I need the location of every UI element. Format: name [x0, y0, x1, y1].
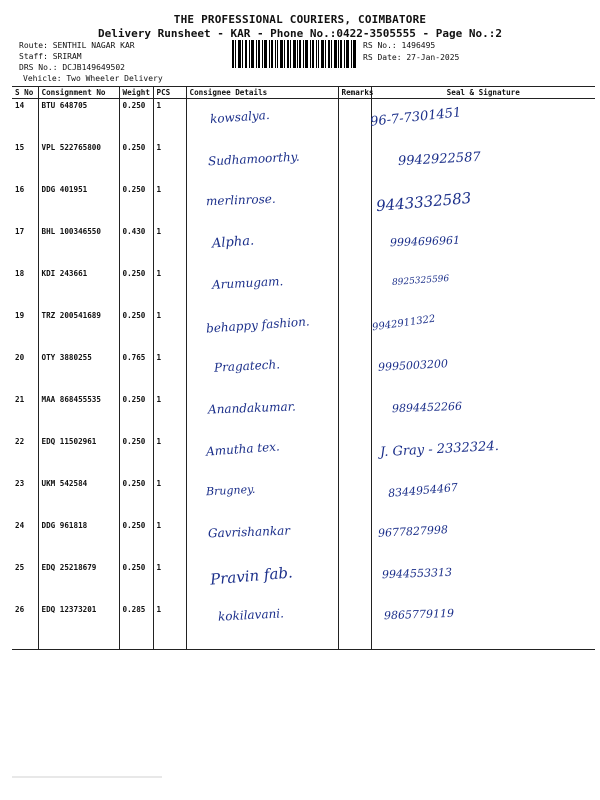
receiver-signature: 9995003200 — [377, 357, 449, 374]
column-header: S No — [12, 87, 38, 99]
column-header: Remarks — [338, 87, 371, 99]
table-row — [12, 141, 595, 183]
table-header-row — [12, 87, 595, 99]
table-row — [12, 519, 595, 561]
serial-number-cell: 24 — [12, 519, 38, 561]
receiver-signature: 9894452266 — [391, 399, 463, 415]
consignment-number-cell: DDG 961818 — [38, 519, 119, 561]
table-row — [12, 99, 595, 142]
remarks-cell — [338, 519, 371, 561]
pcs-cell: 1 — [153, 561, 186, 603]
weight-cell: 0.250 — [119, 267, 153, 309]
table-row — [12, 183, 595, 225]
pcs-cell: 1 — [153, 477, 186, 519]
consignment-number-cell: VPL 522765800 — [38, 141, 119, 183]
consignment-number-cell: EDQ 25218679 — [38, 561, 119, 603]
weight-cell: 0.250 — [119, 435, 153, 477]
receiver-signature: 8344954467 — [387, 480, 459, 500]
consignee-name: kokilavani. — [217, 606, 285, 624]
weight-cell: 0.765 — [119, 351, 153, 393]
remarks-cell — [338, 267, 371, 309]
table-row — [12, 561, 595, 603]
receiver-signature: 9677827998 — [377, 523, 449, 540]
rs-date: RS Date: 27-Jan-2025 — [363, 53, 460, 62]
weight-cell: 0.250 — [119, 309, 153, 351]
table-row — [12, 225, 595, 267]
consignee-name: merlinrose. — [205, 191, 276, 209]
remarks-cell — [338, 309, 371, 351]
consignment-number-cell: BHL 100346550 — [38, 225, 119, 267]
consignee-name: Alpha. — [211, 233, 255, 251]
column-header: Consignee Details — [186, 87, 338, 99]
remarks-cell — [338, 435, 371, 477]
serial-number-cell: 16 — [12, 183, 38, 225]
consignee-name: Anandakumar. — [207, 398, 297, 417]
drs-number: DRS No.: DCJB149649502 — [19, 63, 125, 72]
serial-number-cell: 25 — [12, 561, 38, 603]
receiver-signature: 9443332583 — [375, 188, 473, 216]
weight-cell: 0.250 — [119, 183, 153, 225]
receiver-signature: 9865779119 — [383, 606, 455, 623]
consignee-name: Pravin fab. — [209, 562, 294, 589]
remarks-cell — [338, 477, 371, 519]
table-row — [12, 477, 595, 519]
weight-cell: 0.430 — [119, 225, 153, 267]
consignee-name: Brugney. — [205, 482, 256, 498]
weight-cell: 0.250 — [119, 477, 153, 519]
consignee-name: Arumugam. — [211, 274, 284, 292]
remarks-cell — [338, 225, 371, 267]
remarks-cell — [338, 393, 371, 435]
signature-cell — [371, 267, 595, 309]
column-header: Consignment No — [38, 87, 119, 99]
route-label: Route: SENTHIL NAGAR KAR — [19, 41, 135, 50]
serial-number-cell: 22 — [12, 435, 38, 477]
consignee-name: Amutha tex. — [205, 439, 281, 459]
weight-cell: 0.250 — [119, 519, 153, 561]
pcs-cell: 1 — [153, 393, 186, 435]
consignee-name: behappy fashion. — [205, 313, 311, 336]
weight-cell: 0.250 — [119, 393, 153, 435]
receiver-signature: 9942911322 — [371, 313, 437, 333]
remarks-cell — [338, 183, 371, 225]
weight-cell: 0.285 — [119, 603, 153, 650]
column-header: Seal & Signature — [371, 87, 595, 99]
serial-number-cell: 17 — [12, 225, 38, 267]
consignment-number-cell: MAA 868455535 — [38, 393, 119, 435]
pcs-cell: 1 — [153, 603, 186, 650]
serial-number-cell: 23 — [12, 477, 38, 519]
table-row — [12, 267, 595, 309]
serial-number-cell: 21 — [12, 393, 38, 435]
staff-label: Staff: SRIRAM — [19, 52, 82, 61]
consignee-cell — [186, 225, 338, 267]
barcode-icon — [232, 40, 356, 68]
pcs-cell: 1 — [153, 351, 186, 393]
consignment-number-cell: KDI 243661 — [38, 267, 119, 309]
receiver-signature: J. Gray - 2332324. — [379, 438, 500, 461]
weight-cell: 0.250 — [119, 99, 153, 142]
vehicle-label: Vehicle: Two Wheeler Delivery — [23, 74, 163, 83]
consignee-name: kowsalya. — [209, 107, 271, 127]
remarks-cell — [338, 561, 371, 603]
pcs-cell: 1 — [153, 267, 186, 309]
consignee-name: Sudhamoorthy. — [207, 149, 300, 168]
receiver-signature: 96-7-7301451 — [369, 105, 463, 130]
receiver-signature: 8925325596 — [391, 274, 450, 288]
consignment-number-cell: UKM 542584 — [38, 477, 119, 519]
serial-number-cell: 20 — [12, 351, 38, 393]
company-name: THE PROFESSIONAL COURIERS, COIMBATORE — [173, 13, 427, 26]
remarks-cell — [338, 603, 371, 650]
receiver-signature: 9944553313 — [381, 565, 453, 581]
table-row — [12, 603, 595, 650]
rs-number: RS No.: 1496495 — [363, 41, 436, 50]
table-row — [12, 435, 595, 477]
receiver-signature: 9994696961 — [389, 233, 461, 249]
serial-number-cell: 26 — [12, 603, 38, 650]
table-row — [12, 351, 595, 393]
consignment-number-cell: BTU 648705 — [38, 99, 119, 142]
pcs-cell: 1 — [153, 99, 186, 142]
remarks-cell — [338, 351, 371, 393]
serial-number-cell: 15 — [12, 141, 38, 183]
consignment-number-cell: OTY 3880255 — [38, 351, 119, 393]
weight-cell: 0.250 — [119, 141, 153, 183]
pcs-cell: 1 — [153, 435, 186, 477]
runsheet-subtitle: Delivery Runsheet - KAR - Phone No.:0422-3505555 - Page No.:2 — [98, 27, 502, 40]
consignee-name: Pragatech. — [213, 357, 281, 375]
serial-number-cell: 18 — [12, 267, 38, 309]
pcs-cell: 1 — [153, 309, 186, 351]
table-row — [12, 393, 595, 435]
consignment-number-cell: TRZ 200541689 — [38, 309, 119, 351]
remarks-cell — [338, 141, 371, 183]
remarks-cell — [338, 99, 371, 142]
weight-cell: 0.250 — [119, 561, 153, 603]
pcs-cell: 1 — [153, 183, 186, 225]
consignment-number-cell: EDQ 12373201 — [38, 603, 119, 650]
consignee-name: Gavrishankar — [207, 523, 291, 541]
column-header: Weight — [119, 87, 153, 99]
pcs-cell: 1 — [153, 225, 186, 267]
pcs-cell: 1 — [153, 141, 186, 183]
signature-cell — [371, 309, 595, 351]
pcs-cell: 1 — [153, 519, 186, 561]
consignment-number-cell: EDQ 11502961 — [38, 435, 119, 477]
consignment-number-cell: DDG 401951 — [38, 183, 119, 225]
column-header: PCS — [153, 87, 186, 99]
runsheet-table — [12, 86, 595, 650]
serial-number-cell: 14 — [12, 99, 38, 142]
receiver-signature: 9942922587 — [397, 149, 482, 169]
page-footer-mark — [12, 776, 162, 778]
serial-number-cell: 19 — [12, 309, 38, 351]
